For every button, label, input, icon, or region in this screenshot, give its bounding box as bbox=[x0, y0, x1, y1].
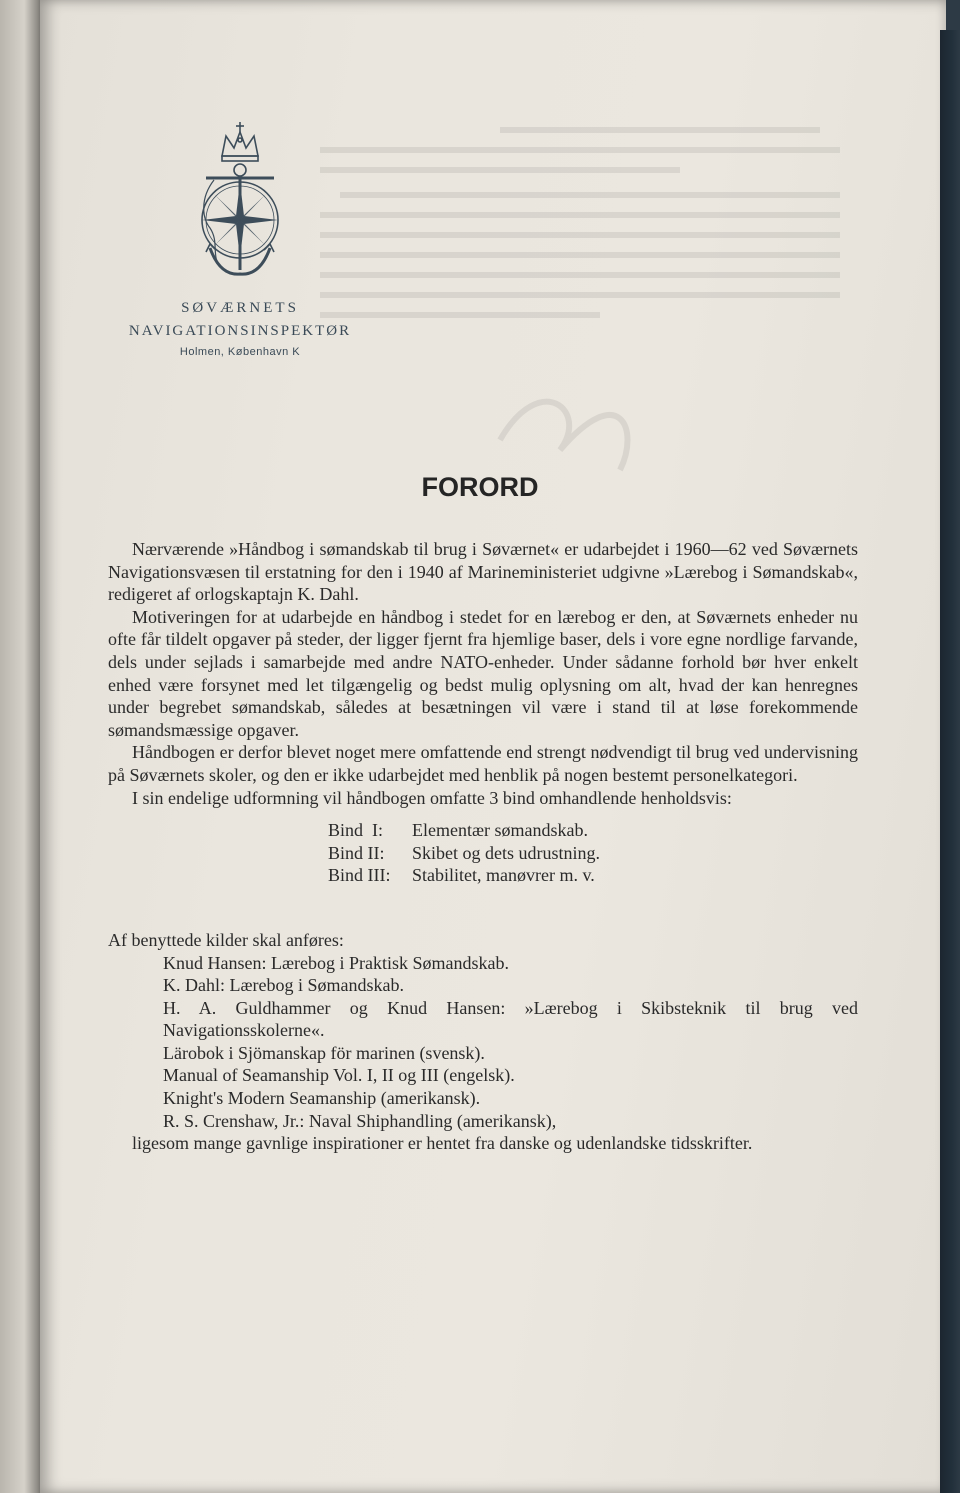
book-cover-edge bbox=[940, 30, 960, 1493]
foreword-body bbox=[108, 538, 858, 1155]
source-item: Lärobok i Sjömanskap för marinen (svensk). bbox=[163, 1042, 485, 1063]
volume-title: Stabilitet, manøvrer m. v. bbox=[412, 865, 595, 886]
volume-item bbox=[328, 819, 858, 842]
volume-item bbox=[328, 842, 858, 865]
volume-title: Skibet og dets udrustning. bbox=[412, 842, 600, 863]
page-title: FORORD bbox=[421, 472, 539, 502]
source-item: Knight's Modern Seamanship (amerikansk). bbox=[163, 1088, 481, 1109]
volume-number: Bind II: bbox=[328, 842, 385, 863]
previous-page-edge bbox=[0, 0, 44, 1493]
letterhead-address: Holmen, København K bbox=[179, 346, 301, 358]
closing-text: ligesom mange gavnlige inspirationer er hentet fra danske og udenlandske tidsskrifter. bbox=[132, 1133, 753, 1154]
volume-list bbox=[328, 819, 858, 887]
source-item: Manual of Seamanship Vol. I, II og III (engelsk). bbox=[163, 1065, 515, 1086]
sources-heading: Af benyttede kilder skal anføres: bbox=[108, 929, 344, 950]
volume-number: Bind I: bbox=[328, 820, 384, 841]
volume-number: Bind III: bbox=[328, 865, 391, 886]
volume-item bbox=[328, 864, 858, 887]
volume-title: Elementær sømandskab. bbox=[412, 820, 588, 841]
letterhead-org-line-2: NAVIGATIONSINSPEKTØR bbox=[128, 323, 352, 339]
source-item: H. A. Guldhammer og Knud Hansen: »Lærebog i Skibsteknik til brug ved Navigationsskolerne«. bbox=[163, 997, 858, 1041]
source-item: R. S. Crenshaw, Jr.: Naval Shiphandling (amerikansk), bbox=[163, 1110, 557, 1131]
source-item: K. Dahl: Lærebog i Sømandskab. bbox=[163, 975, 404, 996]
crown-anchor-compass-rose-icon bbox=[180, 118, 300, 288]
letterhead-org-line-1: SØVÆRNETS bbox=[181, 300, 299, 316]
paragraph: I sin endelige udformning vil håndbogen omfatte 3 bind omhandlende henholdsvis: bbox=[132, 787, 732, 808]
source-item: Knud Hansen: Lærebog i Praktisk Sømandskab. bbox=[163, 952, 509, 973]
paragraph: Håndbogen er derfor blevet noget mere omfattende end strengt nødvendigt til brug ved undervisning på Søværnets skoler, og den er ikke udarbejdet med henblik på nogen bestemt personelkategori. bbox=[108, 742, 858, 785]
paragraph: Nærværende »Håndbog i sømandskab til brug i Søværnet« er udarbejdet i 1960—62 ved Søværnets Navigationsvæsen til erstatning for den i 1940 af Marineministeriet udgivne »Lærebog i Sømandskab«, redigeret af orlogskaptajn K. Dahl. bbox=[108, 539, 858, 605]
paragraph: Motiveringen for at udarbejde en håndbog i stedet for en lærebog er den, at Søværnets enheder nu ofte får tildelt opgaver på steder, der ligger fjernt fra hjemlige baser, dels i vore egne nordlige farvande, dels under sejlads i samarbejde med andre NATO-enheder. Under sådanne forhold bør hver enkelt enhed være forsynet med let tilgængelig og bedst mulig oplysning om alt, hvad der kan henregnes under begrebet sømandskab, således at besætningen vil være i stand til at løse forekommende sømandsmæssige opgaver. bbox=[108, 606, 858, 740]
